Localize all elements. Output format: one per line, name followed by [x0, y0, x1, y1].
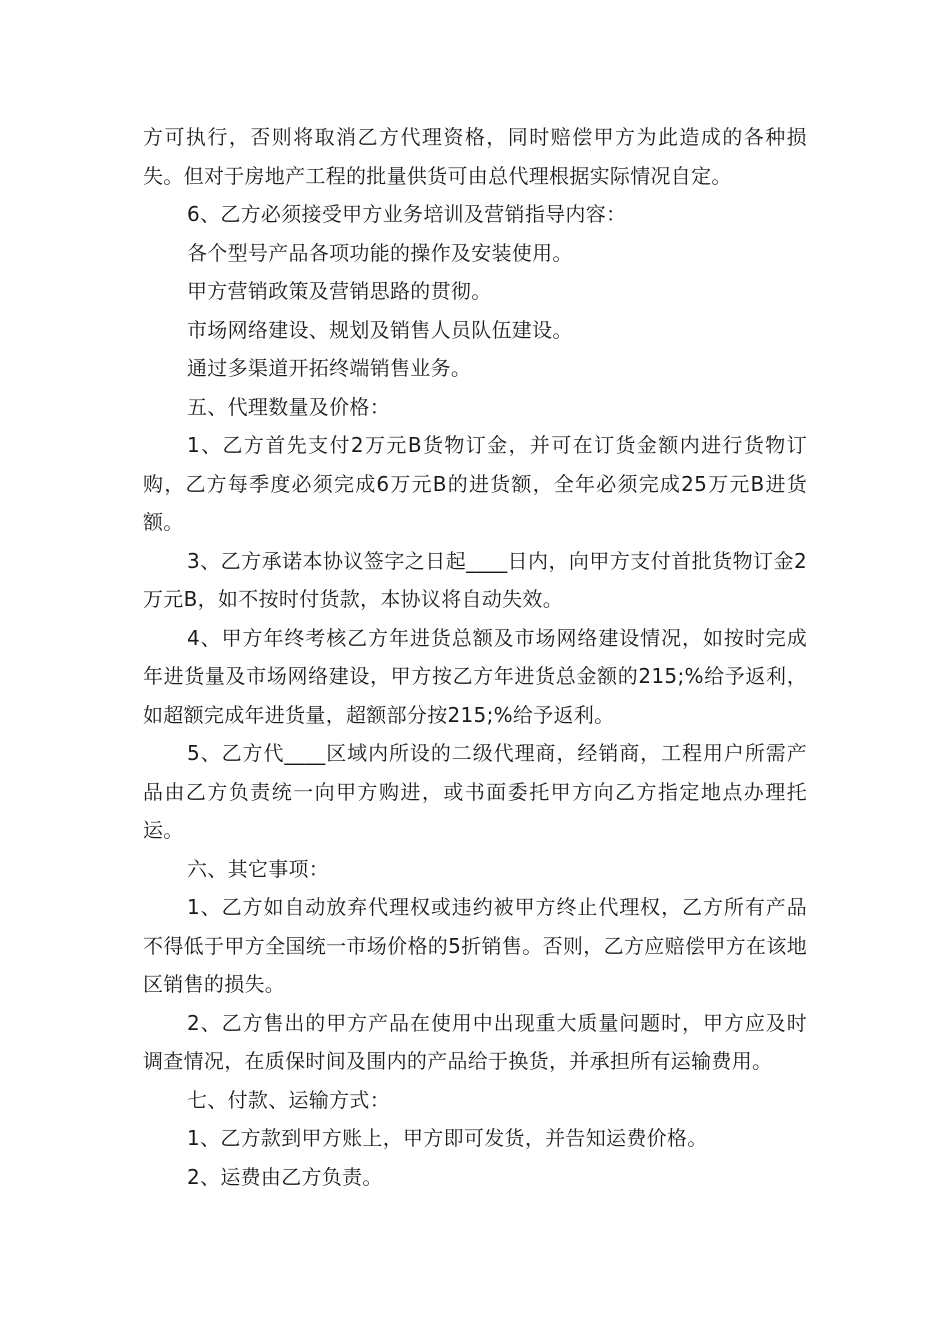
paragraph-section5-clause-5: 5、乙方代____区域内所设的二级代理商，经销商，工程用户所需产品由乙方负责统一向甲方购进，或书面委托甲方向乙方指定地点办理托运。 — [143, 741, 807, 842]
paragraph-section7-clause-2: 2、运费由乙方负责。 — [187, 1164, 383, 1189]
paragraph-section5-clause-1: 1、乙方首先支付2万元B货物订金，并可在订货金额内进行货物订购，乙方每季度必须完成6万元B的进货额，全年必须完成25万元B进货额。 — [143, 433, 807, 534]
paragraph-clause-6: 6、乙方必须接受甲方业务培训及营销指导内容： — [187, 202, 627, 226]
paragraph-section6-clause-2: 2、乙方售出的甲方产品在使用中出现重大质量问题时，甲方应及时调查情况，在质保时间及围内的产品给于换货，并承担所有运输费用。 — [143, 1010, 807, 1073]
paragraph-training-item-4: 通过多渠道开拓终端销售业务。 — [187, 356, 472, 380]
section-heading-5: 五、代理数量及价格： — [187, 394, 390, 419]
paragraph-continuation: 方可执行，否则将取消乙方代理资格，同时赔偿甲方为此造成的各种损失。但对于房地产工程的批量供货可由总代理根据实际情况自定。 — [143, 125, 807, 188]
paragraph-section5-clause-4: 4、甲方年终考核乙方年进货总额及市场网络建设情况，如按时完成年进货量及市场网络建设，甲方按乙方年进货总金额的215;%给予返利，如超额完成年进货量，超额部分按215;%给予返利。 — [143, 625, 807, 727]
document-body — [143, 118, 807, 1196]
paragraph-section5-clause-3: 3、乙方承诺本协议签字之日起____日内，向甲方支付首批货物订金2万元B，如不按时付货款，本协议将自动失效。 — [143, 548, 807, 611]
paragraph-section6-clause-1: 1、乙方如自动放弃代理权或违约被甲方终止代理权，乙方所有产品不得低于甲方全国统一市场价格的5折销售。否则，乙方应赔偿甲方在该地区销售的损失。 — [143, 895, 807, 996]
paragraph-training-item-3: 市场网络建设、规划及销售人员队伍建设。 — [187, 317, 573, 342]
paragraph-training-item-1: 各个型号产品各项功能的操作及安装使用。 — [187, 240, 573, 265]
section-heading-7: 七、付款、运输方式： — [187, 1087, 390, 1112]
section-heading-6: 六、其它事项： — [187, 856, 330, 881]
paragraph-section7-clause-1: 1、乙方款到甲方账上，甲方即可发货，并告知运费价格。 — [187, 1126, 708, 1150]
paragraph-training-item-2: 甲方营销政策及营销思路的贯彻。 — [187, 279, 492, 303]
